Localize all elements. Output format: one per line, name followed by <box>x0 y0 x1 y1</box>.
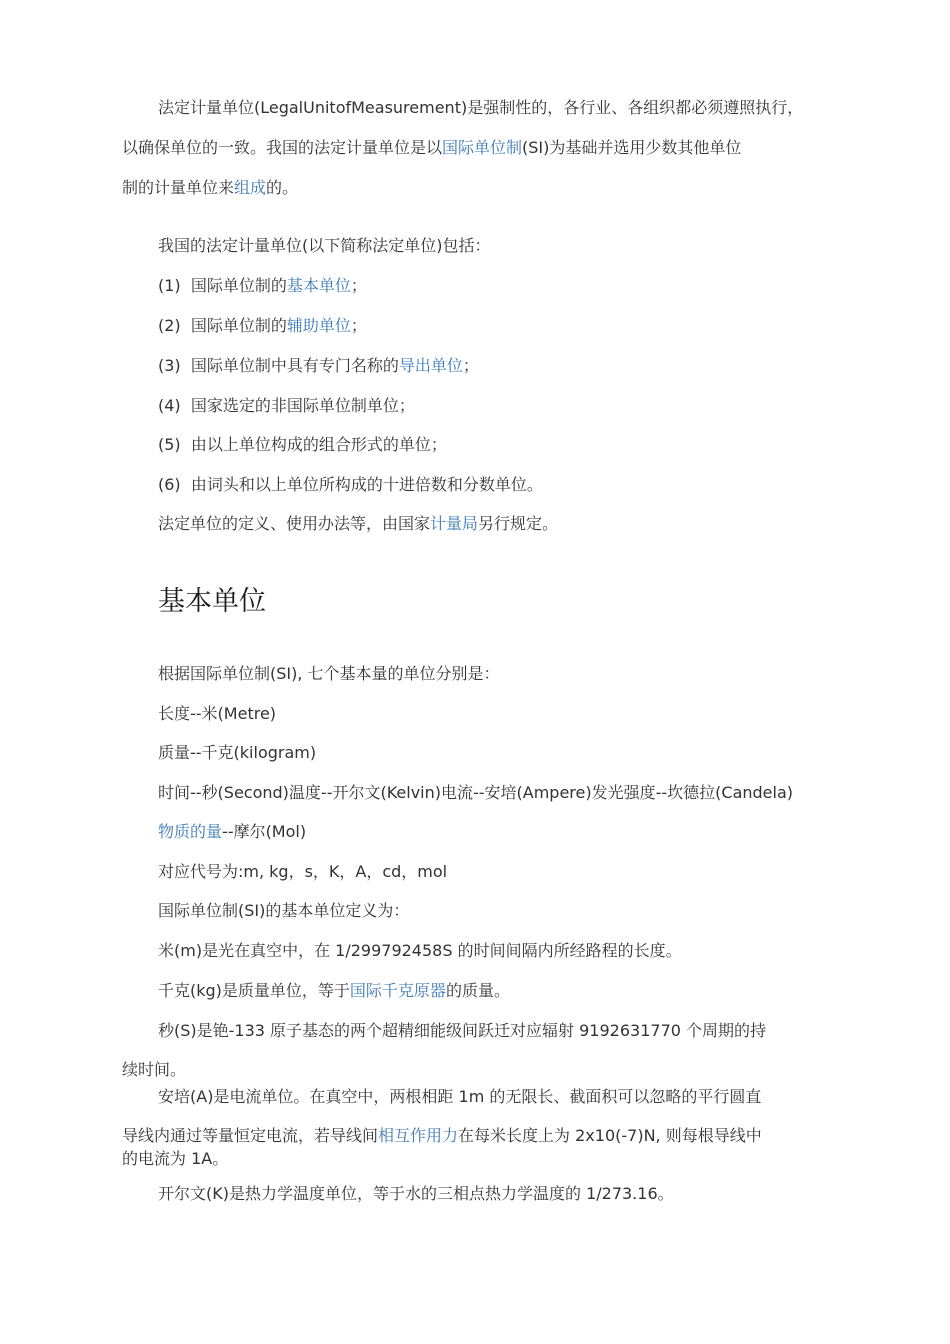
link-kilogram-prototype[interactable]: 国际千克原器 <box>349 981 446 1000</box>
intro-paragraph-2: 我国的法定计量单位(以下简称法定单位)包括： <box>158 236 491 255</box>
link-amount-of-substance[interactable]: 物质的量 <box>158 822 223 841</box>
text: ； <box>350 276 367 295</box>
list-item <box>158 435 447 455</box>
text: 国家选定的非国际单位制单位； <box>190 396 415 415</box>
intro-line-1: 法定计量单位(LegalUnitofMeasurement)是强制性的，各行业、各组织都必须遵照执行， <box>158 98 804 117</box>
section-line: 对应代号为:m, kg，s，K，A，cd，mol <box>158 862 448 881</box>
text: 国际单位制中具有专门名称的 <box>190 356 399 375</box>
text: 以确保单位的一致。我国的法定计量单位是以 <box>122 138 443 157</box>
section-line <box>158 981 510 1001</box>
list-item <box>158 316 367 336</box>
link-interaction-force[interactable]: 相互作用力 <box>378 1126 459 1145</box>
section-line: 时间--秒(Second)温度--开尔文(Kelvin)电流--安培(Ampere)发光强度--坎德拉(Candela) <box>158 783 794 802</box>
text: 千克(kg)是质量单位，等于 <box>158 981 350 1000</box>
section-line <box>122 1126 762 1146</box>
text: 国际单位制的 <box>190 276 287 295</box>
text: 导线内通过等量恒定电流，若导线间 <box>122 1126 379 1145</box>
text: 的。 <box>266 178 299 197</box>
section-line: 秒(S)是铯-133 原子基态的两个超精细能级间跃迁对应辐射 9192631770 个周期的持 <box>158 1021 767 1040</box>
text: 由词头和以上单位所构成的十进倍数和分数单位。 <box>190 475 543 494</box>
intro-line-3 <box>122 178 298 198</box>
list-number: (6) <box>158 475 181 494</box>
section-line: 开尔文(K)是热力学温度单位，等于水的三相点热力学温度的 1/273.16。 <box>158 1184 674 1203</box>
text: 在每米长度上为 2x10(-7)N, 则每根导线中 <box>458 1126 762 1145</box>
text: ； <box>350 316 367 335</box>
link-si[interactable]: 国际单位制 <box>442 138 523 157</box>
list-number: (1) <box>158 276 181 295</box>
section-line: 根据国际单位制(SI), 七个基本量的单位分别是： <box>158 664 500 683</box>
text: ； <box>462 356 479 375</box>
list-item <box>158 276 367 296</box>
section-line: 的电流为 1A。 <box>122 1149 229 1168</box>
list-number: (2) <box>158 316 181 335</box>
list-item <box>158 475 543 495</box>
section-line: 续时间。 <box>122 1060 187 1079</box>
list-number: (3) <box>158 356 181 375</box>
list-item <box>158 396 415 416</box>
text: 制的计量单位来 <box>122 178 235 197</box>
link-derived-unit[interactable]: 导出单位 <box>398 356 463 375</box>
text: --摩尔(Mol) <box>222 822 307 841</box>
section-line <box>158 822 306 842</box>
text: 的质量。 <box>445 981 510 1000</box>
link-metrology-bureau[interactable]: 计量局 <box>430 514 479 533</box>
intro-line-2 <box>122 138 741 158</box>
link-compose[interactable]: 组成 <box>234 178 267 197</box>
list-number: (5) <box>158 435 181 454</box>
text: 另行规定。 <box>478 514 559 533</box>
link-supplementary-unit[interactable]: 辅助单位 <box>286 316 351 335</box>
text: 法定单位的定义、使用办法等，由国家 <box>158 514 431 533</box>
section-line: 国际单位制(SI)的基本单位定义为： <box>158 901 410 920</box>
text: 国际单位制的 <box>190 316 287 335</box>
text: 由以上单位构成的组合形式的单位； <box>190 435 447 454</box>
closing-paragraph <box>158 514 558 534</box>
link-base-unit[interactable]: 基本单位 <box>286 276 351 295</box>
section-line: 米(m)是光在真空中，在 1/299792458S 的时间间隔内所经路程的长度。 <box>158 941 682 960</box>
section-line: 安培(A)是电流单位。在真空中，两根相距 1m 的无限长、截面积可以忽略的平行圆直 <box>158 1087 762 1106</box>
list-item <box>158 356 479 376</box>
section-line: 质量--千克(kilogram) <box>158 743 317 762</box>
text: (SI)为基础并选用少数其他单位 <box>522 138 742 157</box>
section-line: 长度--米(Metre) <box>158 704 277 723</box>
section-heading: 基本单位 <box>158 586 266 617</box>
list-number: (4) <box>158 396 181 415</box>
